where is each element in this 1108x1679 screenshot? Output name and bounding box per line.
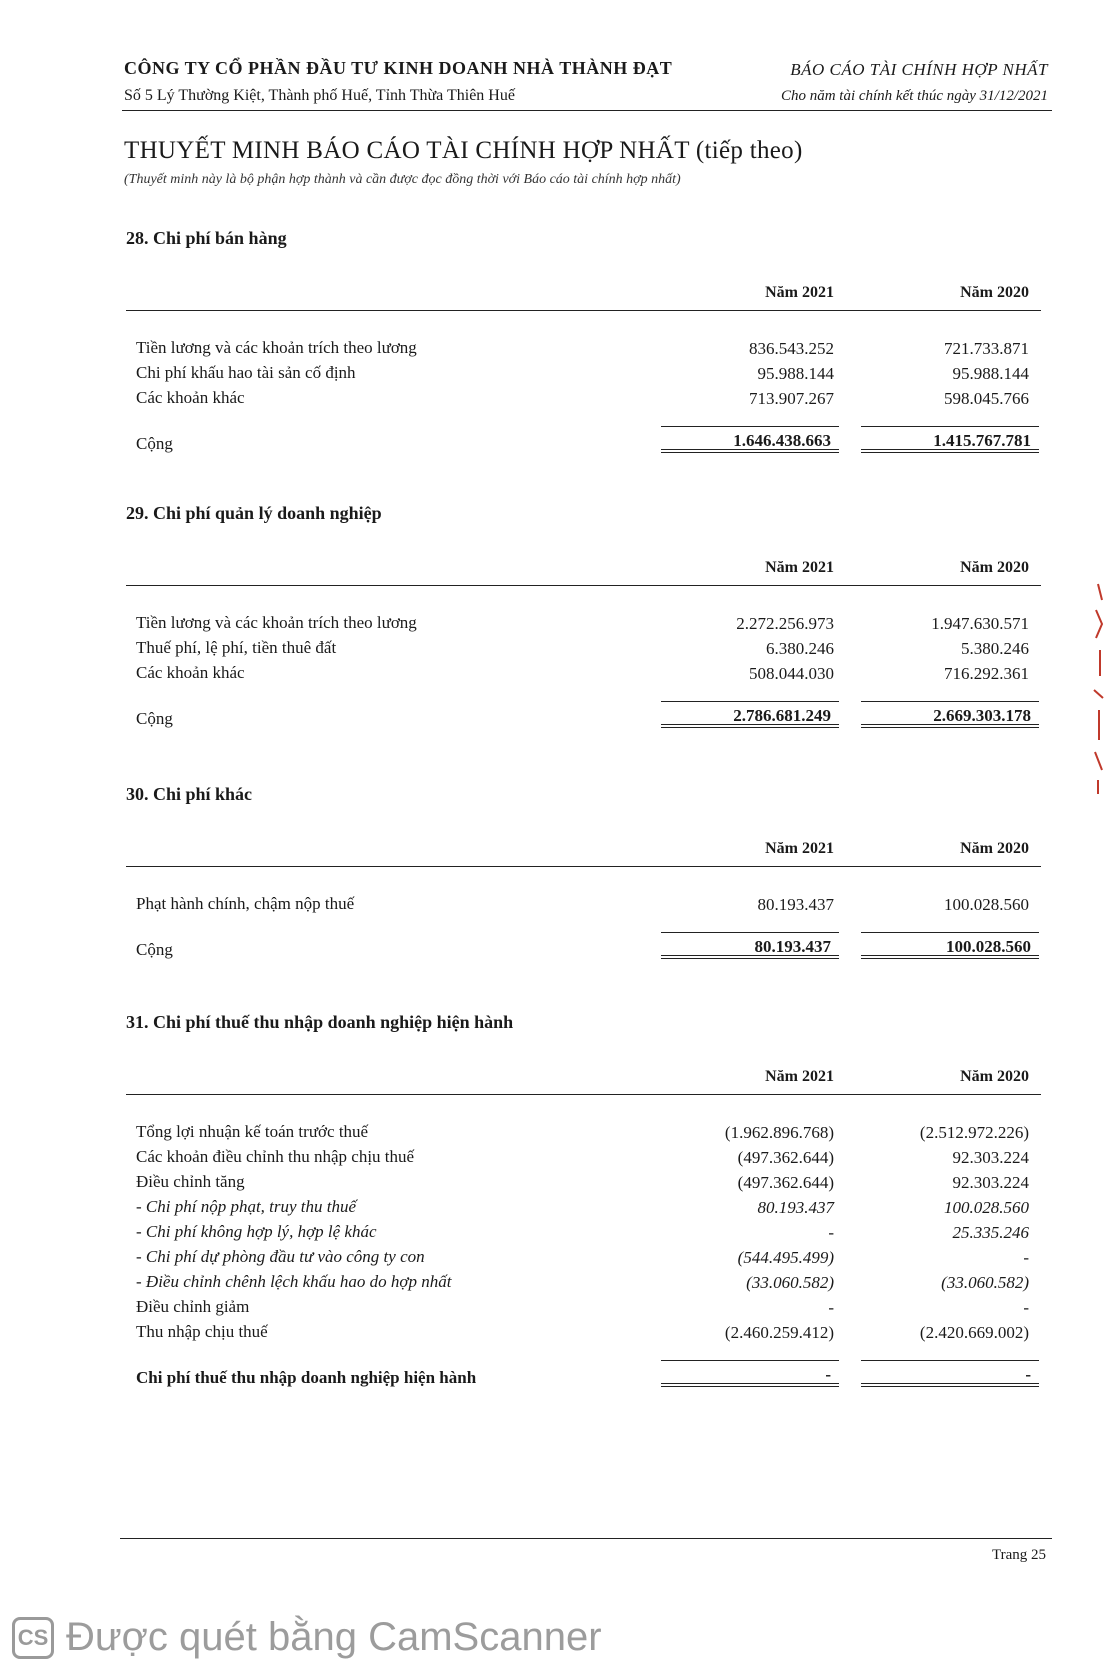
- column-header: [126, 1060, 1041, 1095]
- row-label: Điều chỉnh tăng: [136, 1172, 245, 1191]
- value-2021: -: [828, 1298, 834, 1317]
- total-row: [126, 701, 1041, 737]
- camscanner-logo-icon: CS: [12, 1617, 54, 1659]
- section-title: 29. Chi phí quản lý doanh nghiệp: [126, 503, 382, 523]
- report-period: Cho năm tài chính kết thúc ngày 31/12/2021: [780, 88, 1048, 104]
- table-row: [126, 1296, 1041, 1321]
- total-2020: -: [861, 1360, 1039, 1387]
- value-2020: 95.988.144: [952, 364, 1029, 383]
- total-row: [126, 932, 1041, 968]
- table-row: [126, 893, 1041, 918]
- total-2020: 100.028.560: [861, 932, 1039, 959]
- value-2021: 80.193.437: [757, 1198, 834, 1217]
- column-2021: Năm 2021: [765, 559, 834, 576]
- value-2020: 716.292.361: [944, 664, 1029, 683]
- row-label: Các khoản khác: [136, 663, 245, 682]
- row-label: Tổng lợi nhuận kế toán trước thuế: [136, 1122, 369, 1141]
- value-2020: 25.335.246: [952, 1223, 1029, 1242]
- table-row: [126, 1271, 1041, 1296]
- row-label: - Chi phí dự phòng đầu tư vào công ty con: [136, 1247, 425, 1266]
- row-label: Chi phí khấu hao tài sản cố định: [136, 363, 356, 382]
- total-2021: 2.786.681.249: [661, 701, 839, 728]
- table-row: [126, 1146, 1041, 1171]
- section-title: 28. Chi phí bán hàng: [126, 228, 287, 248]
- total-row: [126, 426, 1041, 462]
- red-stamp-edge: [1090, 580, 1106, 800]
- table-row: [126, 1221, 1041, 1246]
- column-2021: Năm 2021: [765, 284, 834, 301]
- column-2020: Năm 2020: [960, 1068, 1029, 1085]
- header-divider: [122, 110, 1052, 111]
- page-title: THUYẾT MINH BÁO CÁO TÀI CHÍNH HỢP NHẤT (tiếp theo): [124, 137, 803, 164]
- footer-divider: [120, 1538, 1052, 1539]
- row-label: - Chi phí không hợp lý, hợp lệ khác: [136, 1222, 377, 1241]
- value-2020: 100.028.560: [944, 1198, 1029, 1217]
- total-label: Cộng: [136, 940, 173, 959]
- table-row: [126, 662, 1041, 687]
- value-2021: 80.193.437: [757, 895, 834, 914]
- value-2020: 721.733.871: [944, 339, 1029, 358]
- row-label: Điều chỉnh giảm: [136, 1297, 250, 1316]
- section-31-current-cit-expense: [126, 1012, 1041, 1396]
- value-2020: 92.303.224: [952, 1148, 1029, 1167]
- total-2021: 80.193.437: [661, 932, 839, 959]
- value-2021: (497.362.644): [737, 1148, 834, 1167]
- row-label: Tiền lương và các khoản trích theo lương: [136, 613, 417, 632]
- row-label: Thuế phí, lệ phí, tiền thuê đất: [136, 638, 337, 657]
- section-title: 30. Chi phí khác: [126, 784, 253, 804]
- table-row: [126, 1171, 1041, 1196]
- value-2021: (497.362.644): [737, 1173, 834, 1192]
- row-label: Các khoản điều chỉnh thu nhập chịu thuế: [136, 1147, 415, 1166]
- total-2021: 1.646.438.663: [661, 426, 839, 453]
- value-2020: -: [1023, 1248, 1029, 1267]
- total-row: [126, 1360, 1041, 1396]
- value-2021: 713.907.267: [749, 389, 834, 408]
- value-2020: 598.045.766: [944, 389, 1029, 408]
- value-2020: -: [1023, 1298, 1029, 1317]
- value-2021: (33.060.582): [746, 1273, 834, 1292]
- scanner-text: Được quét bằng CamScanner: [66, 1615, 602, 1659]
- row-label: Thu nhập chịu thuế: [136, 1322, 268, 1341]
- table-row: [126, 637, 1041, 662]
- total-2021: -: [661, 1360, 839, 1387]
- row-label: Các khoản khác: [136, 388, 245, 407]
- total-2020: 2.669.303.178: [861, 701, 1039, 728]
- page-subtitle: (Thuyết minh này là bộ phận hợp thành và cần được đọc đồng thời với Báo cáo tài chính hợp nhất): [124, 172, 681, 187]
- page-number: Trang 25: [991, 1547, 1046, 1563]
- section-30-other-expenses: [126, 784, 1041, 968]
- value-2021: 95.988.144: [757, 364, 834, 383]
- table-row: [126, 1321, 1041, 1346]
- value-2021: (544.495.499): [737, 1248, 834, 1267]
- table-row: [126, 1196, 1041, 1221]
- row-label: Tiền lương và các khoản trích theo lương: [136, 338, 417, 357]
- column-2020: Năm 2020: [960, 840, 1029, 857]
- row-label: - Điều chỉnh chênh lệch khấu hao do hợp nhất: [136, 1272, 452, 1291]
- row-label: - Chi phí nộp phạt, truy thu thuế: [136, 1197, 357, 1216]
- total-label: Cộng: [136, 434, 173, 453]
- table-row: [126, 1246, 1041, 1271]
- value-2021: (2.460.259.412): [724, 1323, 834, 1342]
- table-row: [126, 362, 1041, 387]
- value-2020: (2.512.972.226): [919, 1123, 1029, 1142]
- value-2021: 508.044.030: [749, 664, 834, 683]
- table-row: [126, 612, 1041, 637]
- total-label: Chi phí thuế thu nhập doanh nghiệp hiện hành: [136, 1368, 477, 1387]
- column-header: [126, 551, 1041, 586]
- total-2020: 1.415.767.781: [861, 426, 1039, 453]
- company-address: Số 5 Lý Thường Kiệt, Thành phố Huế, Tỉnh Thừa Thiên Huế: [124, 87, 515, 104]
- column-2020: Năm 2020: [960, 559, 1029, 576]
- column-2021: Năm 2021: [765, 840, 834, 857]
- scanner-watermark: [0, 1605, 1108, 1675]
- section-title: 31. Chi phí thuế thu nhập doanh nghiệp hiện hành: [126, 1012, 514, 1032]
- value-2020: 1.947.630.571: [931, 614, 1029, 633]
- table-row: [126, 387, 1041, 412]
- column-2021: Năm 2021: [765, 1068, 834, 1085]
- value-2021: 6.380.246: [766, 639, 834, 658]
- column-2020: Năm 2020: [960, 284, 1029, 301]
- value-2021: 2.272.256.973: [736, 614, 834, 633]
- value-2020: (33.060.582): [941, 1273, 1029, 1292]
- section-29-admin-expenses: [126, 503, 1041, 737]
- value-2021: -: [828, 1223, 834, 1242]
- table-row: [126, 1121, 1041, 1146]
- total-label: Cộng: [136, 709, 173, 728]
- value-2021: 836.543.252: [749, 339, 834, 358]
- value-2020: 100.028.560: [944, 895, 1029, 914]
- table-row: [126, 337, 1041, 362]
- section-28-selling-expenses: [126, 228, 1041, 462]
- report-name: BÁO CÁO TÀI CHÍNH HỢP NHẤT: [790, 60, 1048, 79]
- value-2020: 5.380.246: [961, 639, 1029, 658]
- column-header: [126, 832, 1041, 867]
- row-label: Phạt hành chính, chậm nộp thuế: [136, 894, 355, 913]
- value-2021: (1.962.896.768): [724, 1123, 834, 1142]
- value-2020: 92.303.224: [952, 1173, 1029, 1192]
- value-2020: (2.420.669.002): [919, 1323, 1029, 1342]
- company-name: CÔNG TY CỔ PHẦN ĐẦU TƯ KINH DOANH NHÀ THÀNH ĐẠT: [124, 58, 673, 78]
- column-header: [126, 276, 1041, 311]
